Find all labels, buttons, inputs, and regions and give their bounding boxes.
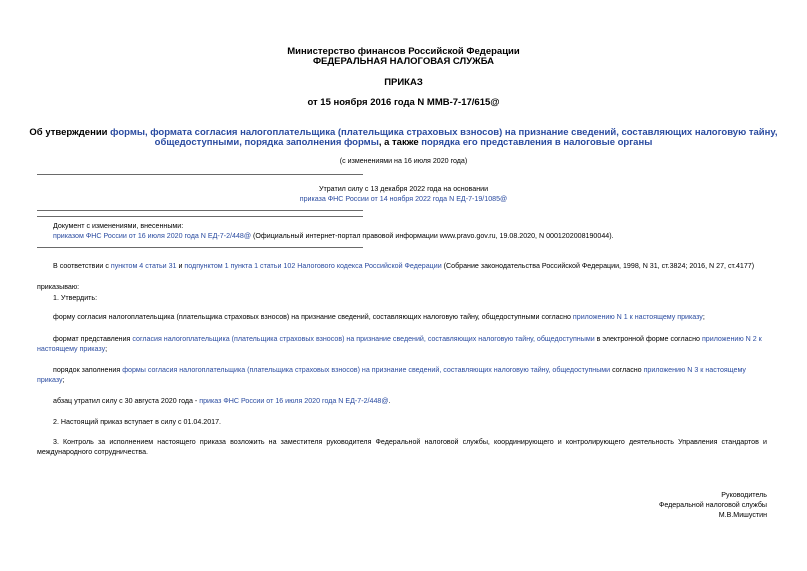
preamble	[53, 262, 754, 271]
divider	[37, 216, 363, 217]
item-2: 2. Настоящий приказ вступает в силу с 01.04.2017.	[53, 418, 222, 426]
changes-label: Документ с изменениями, внесенными:	[53, 222, 184, 230]
expired-text: Утратил силу с 13 декабря 2022 года на основании	[318, 185, 489, 193]
amendment-note: (с изменениями на 16 июля 2020 года)	[339, 157, 468, 165]
item-format-line1	[53, 335, 762, 344]
divider	[37, 174, 363, 175]
abzac-end: .	[388, 397, 391, 405]
preamble-text: (Собрание законодательства Российской Федерации, 1998, N 31, ст.3824; 2016, N 27, ст.4177)	[441, 262, 755, 270]
procedure-link-form[interactable]: формы согласия налогоплательщика (плательщика страховых взносов) на признание сведений, составляющих налоговую тайну, общедоступными	[122, 366, 611, 374]
title-mid: , а также	[378, 137, 422, 148]
item-form	[53, 313, 705, 322]
procedure-link-appendix3[interactable]: приложению N 3 к настоящему	[643, 366, 746, 374]
preamble-link-art31[interactable]: пунктом 4 статьи 31	[110, 262, 177, 270]
abzac-text: абзац утратил силу с 30 августа 2020 года -	[53, 397, 200, 405]
abzac-link[interactable]: приказ ФНС России от 16 июля 2020 года N ЕД-7-2/448@	[199, 397, 389, 405]
title-link-form[interactable]: формы, формата согласия налогоплательщика (плательщика страховых взносов) на признание сведений, составляющих налоговую тайну,	[110, 127, 778, 138]
format-link-appendix2-cont[interactable]: настоящему приказу	[37, 345, 106, 353]
format-link-appendix2[interactable]: приложению N 2 к	[701, 335, 762, 343]
form-end: ;	[702, 313, 705, 321]
item-abzac	[53, 397, 391, 406]
signature-org: Федеральной налоговой службы	[658, 501, 767, 509]
service-name: ФЕДЕРАЛЬНАЯ НАЛОГОВАЯ СЛУЖБА	[312, 56, 495, 67]
ministry-name: Министерство финансов Российской Федерации	[287, 46, 520, 57]
doc-title-line2	[0, 138, 807, 148]
item-format-line2	[37, 345, 107, 354]
item-procedure-line1	[53, 366, 746, 375]
changes-link[interactable]: приказом ФНС России от 16 июля 2020 года N ЕД-7-2/448@	[53, 232, 252, 240]
format-text: формат представления	[53, 335, 133, 343]
item-procedure-line2	[37, 376, 65, 385]
form-link-appendix1[interactable]: приложению N 1 к настоящему приказу	[572, 313, 703, 321]
preamble-text: В соответствии с	[53, 262, 111, 270]
procedure-text: порядок заполнения	[53, 366, 123, 374]
preamble-text: и	[176, 262, 185, 270]
changes-line	[53, 232, 614, 241]
signature-name: М.В.Мишустин	[718, 511, 767, 519]
item-3-line2: международного сотрудничества.	[37, 448, 149, 456]
title-link-procedure[interactable]: общедоступными, порядка заполнения формы	[154, 137, 379, 148]
title-link-submission[interactable]: порядка его представления в налоговые органы	[421, 137, 653, 148]
order-word: приказываю:	[37, 283, 80, 291]
item-1: 1. Утвердить:	[53, 294, 98, 302]
procedure-text: согласно	[610, 366, 644, 374]
preamble-link-art102[interactable]: подпунктом 1 пункта 1 статьи 102 Налогового кодекса Российской Федерации	[184, 262, 442, 270]
procedure-link-appendix3-cont[interactable]: приказу	[37, 376, 63, 384]
form-text: форму согласия налогоплательщика (плательщика страховых взносов) на признание сведений, составляющих налоговую тайну, общедоступными согласно	[53, 313, 573, 321]
format-link-consent[interactable]: согласия налогоплательщика (плательщика страховых взносов) на признание сведений, составляющих налоговую тайну, общедоступными	[132, 335, 595, 343]
format-text: в электронной форме согласно	[594, 335, 702, 343]
format-end: ;	[105, 345, 108, 353]
signature-role: Руководитель	[721, 491, 767, 499]
divider	[37, 247, 363, 248]
expired-link[interactable]: приказа ФНС России от 14 ноября 2022 года N ЕД-7-19/1085@	[299, 195, 508, 203]
divider	[37, 210, 363, 211]
title-prefix: Об утверждении	[29, 127, 111, 138]
procedure-end: ;	[62, 376, 65, 384]
doc-number: от 15 ноября 2016 года N ММВ-7-17/615@	[307, 97, 500, 108]
item-3-line1: 3. Контроль за исполнением настоящего приказа возложить на заместителя руководителя Федеральной налоговой службы, координирующего и контролирующего деятельность Управления стандартов и	[53, 438, 767, 446]
changes-rest: (Официальный интернет-портал правовой информации www.pravo.gov.ru, 19.08.2020, N 0001202008190044).	[251, 232, 614, 240]
doc-type: ПРИКАЗ	[384, 77, 423, 88]
